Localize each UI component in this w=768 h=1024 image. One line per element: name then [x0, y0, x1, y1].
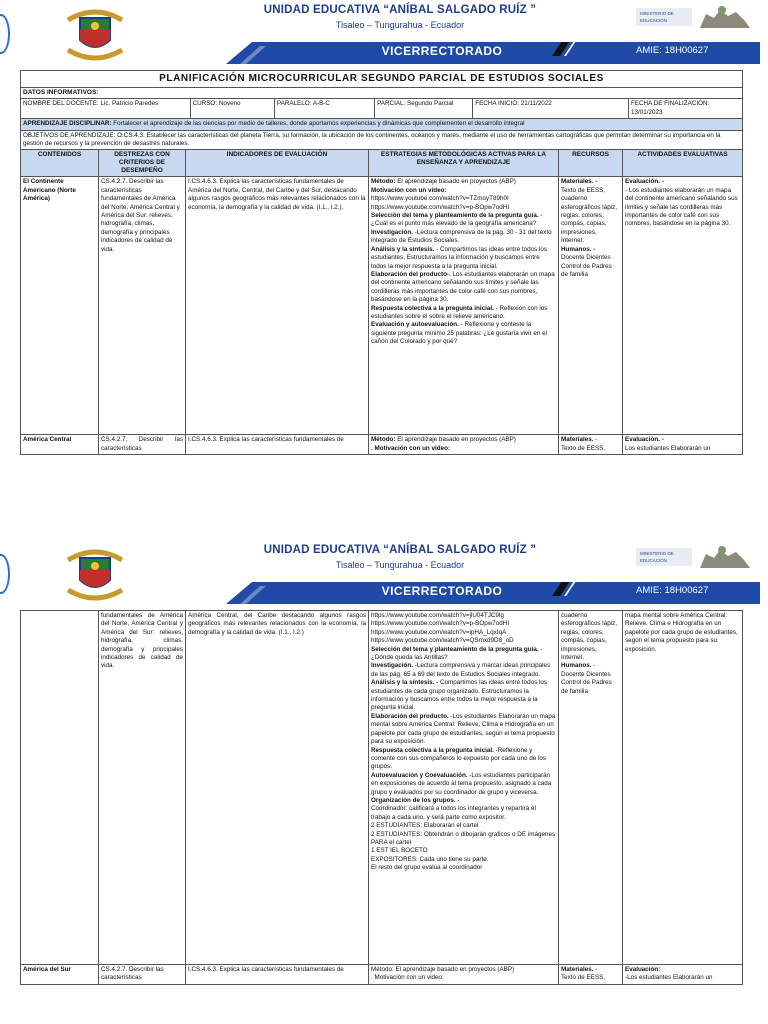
cell-line — [371, 847, 556, 855]
cell-line-text: Texto de EESS, cuaderno esferográficos lápiz, reglas, colores, compás, copias, impresiones, Internet. — [561, 186, 617, 245]
planning-table-page-2 — [20, 610, 743, 985]
page-edge-mark — [0, 554, 10, 594]
cell-line-text: Los estudiantes elaborarán un mapa del continente americano señalando sus límites y señale las cordilleras más importantes de color café con sus nombres, basándose en la página 30. — [371, 270, 555, 304]
col-estrategias: ESTRATEGIAS METODOLÓGICAS ACTIVAS PARA LA ENSEÑANZA Y APRENDIZAJE — [369, 150, 559, 177]
school-logo — [62, 546, 128, 602]
cell-line-text: - — [455, 796, 460, 804]
cell-line-text: Texto de EESS, — [561, 444, 606, 452]
svg-text:MINISTERIO DE: MINISTERIO DE — [640, 11, 674, 16]
cell-line-text: https://www.youtube.com/watch?v=TZmoyT89h0I — [371, 195, 509, 203]
cell-line-text: https://www.youtube.com/watch?v=p-BOpw7odHI — [371, 203, 510, 211]
cell-line — [561, 445, 620, 453]
aprendizaje-disciplinar-row — [21, 119, 743, 130]
svg-text:EDUCACIÓN: EDUCACIÓN — [640, 558, 668, 563]
actividades-cell — [623, 611, 743, 965]
ministry-logo — [636, 544, 754, 570]
cell-line — [371, 246, 556, 271]
cell-line — [371, 637, 556, 645]
actividades-cell — [623, 435, 743, 455]
cell-line-text: Coordinador: calificará a todos los integrantes y repartirá el trabajo a cada uno, y será parte como expositor. — [371, 805, 536, 821]
cell-line — [371, 805, 556, 822]
cell-line-heading: Materiales. — [561, 436, 594, 444]
cell-line — [371, 679, 556, 713]
destreza-cell: fundamentales de América del Norte, América Central y América del Sur: relieves, hidrografía, climas, demografía y principales indicadores de calidad de vida. — [99, 611, 186, 965]
cell-line-heading: Materiales. — [561, 966, 594, 973]
cell-line-text: - — [593, 966, 598, 973]
cell-line-heading: Evaluación. - — [625, 436, 664, 444]
fecha-inicio-field: FECHA INICIO: 21/11/2022 — [473, 99, 629, 118]
page-1 — [0, 0, 768, 460]
cell-line-text: -Los estudiantes Elaborarán un mapa mental sobre América Central: Relieve, Clima e Hidrografía en un papelote por cada grupo de estudiantes, según el tema propuesto para su exposición. — [371, 712, 556, 746]
office-title: VICERRECTORADO — [381, 44, 503, 58]
contenido-cell: América Central — [21, 435, 99, 455]
svg-text:MINISTERIO DE: MINISTERIO DE — [640, 551, 674, 556]
cell-line — [371, 646, 556, 663]
info-row — [21, 99, 743, 119]
cell-line — [371, 195, 556, 203]
cell-line — [561, 178, 620, 186]
cell-line-text: https://www.youtube.com/watch?v=QSmxd9D8_oD — [371, 637, 514, 645]
recursos-cell — [559, 435, 623, 455]
curso-field: CURSO: Noveno — [191, 99, 275, 118]
cell-line — [625, 974, 740, 982]
cell-line — [371, 229, 556, 246]
cell-line-text: El aprendizaje basado en proyectos (ABP) — [395, 178, 516, 186]
parcial-field: PARCIAL: Segundo Parcial — [375, 99, 473, 118]
cell-line — [371, 212, 556, 229]
actividades-cell — [623, 177, 743, 435]
objetivos-label: OBJETIVOS DE APRENDIZAJE: — [23, 131, 118, 139]
cell-line-heading: Método: — [371, 436, 396, 444]
cell-line-text: 1 EST IEL BOCETO — [371, 847, 428, 855]
cell-line-heading: Humanos. — [561, 662, 592, 670]
cell-line — [371, 797, 556, 805]
cell-line-text: El aprendizaje basado en proyectos (ABP) — [395, 436, 516, 444]
cell-line — [371, 629, 556, 637]
contenido-cell: El Continente Americano (Norte América) — [21, 177, 99, 435]
cell-line — [371, 271, 556, 305]
school-location: Tisaleo – Tungurahua - Ecuador — [335, 560, 465, 570]
cell-line-text: https://www.youtube.com/watch?v=jlU04TJC9lg — [371, 612, 504, 619]
cell-line-heading: Selección del tema y planteamiento de la pregunta guía. — [371, 212, 539, 220]
cell-line — [561, 246, 620, 254]
cell-line — [371, 178, 556, 186]
cell-line — [371, 662, 556, 679]
cell-line-heading: . Motivación con un video: — [371, 444, 451, 452]
cell-line-text: https://www.youtube.com/watch?v=p-BOpw7odHI — [371, 620, 510, 628]
cell-line-text: - Reflexione y conteste la siguiente pregunta mínimo 25 palabras: ¿Le gustaría vivir en el cañón del Colorado y por qué? — [371, 321, 548, 346]
cell-line-heading: Análisis y la síntesis. — [371, 679, 435, 687]
cell-line-text: Método: El aprendizaje basado en proyectos (ABP) — [371, 966, 515, 973]
cell-line — [561, 662, 620, 670]
cell-line — [625, 187, 740, 229]
cell-line — [625, 178, 740, 186]
amie-code: AMIE: 18H00627 — [636, 45, 709, 56]
cell-line-heading: Humanos. - — [561, 245, 596, 253]
contenido-cell: América del Sur — [21, 965, 99, 985]
cell-line-text: Los estudiantes Elaborarán un — [625, 444, 711, 452]
cell-line-text: Texto de EESS, — [561, 974, 606, 982]
cell-line — [561, 436, 620, 444]
cell-line-text: Docente Dicentes Control de Padres de familia — [561, 254, 612, 278]
destreza-cell: CS.4.2.7. Describir las características — [99, 435, 186, 455]
cell-line-text: EXPOSITORES: Cada uno tiene su parte. — [371, 855, 489, 863]
table-row — [21, 177, 743, 435]
cell-line-heading: Elaboración del producto-. — [371, 270, 451, 278]
objetivos-row — [21, 130, 743, 150]
cell-line-text: - — [591, 662, 596, 670]
cell-line — [371, 321, 556, 346]
planning-table-page-1 — [20, 70, 743, 455]
cell-line — [371, 187, 556, 195]
cell-line-heading: Investigación. — [371, 228, 413, 236]
amie-code: AMIE: 18H00627 — [636, 585, 709, 596]
cell-line-text: https://www.youtube.com/watch?v=ipHA_LqxIqA — [371, 628, 507, 636]
cell-line-text: - ¿Cuál es el punto más elevado de la geografía americana? — [371, 212, 543, 228]
cell-line — [371, 204, 556, 212]
contenido-cell — [21, 611, 99, 965]
docente-field: NOMBRE DEL DOCENTE: Lic. Patricio Paredes — [21, 99, 191, 118]
cell-line — [371, 747, 556, 772]
cell-line — [371, 436, 556, 444]
cell-line-text: 2 ESTUDIANTES: Obtendrán o dibujarán graficos o DE imágenes PARA el cartel — [371, 830, 556, 846]
cell-line — [561, 966, 620, 974]
recursos-cell — [559, 965, 623, 985]
cell-line-heading: Respuesta colectiva a la pregunta inicial. — [371, 746, 494, 754]
cell-line-heading: Método: — [371, 178, 396, 186]
school-logo — [62, 6, 128, 62]
cell-line-text: - Compartimos las ideas entre todos los estudiantes de cada grupo organizado. Estructuramos la información y buscamos entre todos la mejor respuesta a la pregunta inicial. — [371, 679, 548, 712]
cell-line — [561, 612, 620, 662]
cell-line-text: cuaderno esferográficos lápiz, reglas, colores, compás, copias, impresiones, Internet. — [561, 612, 617, 662]
cell-line — [371, 620, 556, 628]
col-destrezas: DESTREZAS CON CRITERIOS DE DESEMPEÑO — [99, 150, 186, 177]
col-recursos: RECURSOS — [559, 150, 623, 177]
cell-line — [561, 254, 620, 279]
column-header-row — [21, 150, 743, 177]
page-header — [0, 0, 768, 68]
svg-text:EDUCACIÓN: EDUCACIÓN — [640, 18, 668, 23]
cell-line-text: - ¿Dónde queda las Antillas? — [371, 645, 543, 662]
cell-line — [371, 822, 556, 830]
cell-line — [561, 974, 620, 982]
actividades-cell — [623, 965, 743, 985]
indicador-cell: I.CS.4.6.3. Explica las características fundamentales de — [186, 435, 369, 455]
estrategias-cell — [369, 177, 559, 435]
table-row — [21, 965, 743, 985]
cell-line — [625, 966, 740, 974]
cell-line-text: -Los estudiantes participarán en exposiciones de acuerdo al tema propuesto, asignado a cada grupo y evaluados por su coordinador de grupo y viceversa. — [371, 771, 552, 796]
recursos-cell — [559, 611, 623, 965]
indicador-cell: I.CS.4.6.3. Explica las características fundamentales de América del Norte, Central, del Caribe y del Sur, destacando algunos rasgos geográficos más relevantes relacionados con la economía, la demografía y la calidad de vida. (I.1., I.2.). — [186, 177, 369, 435]
cell-line-text: - Reflexión con los estudiantes sobre el sobre el relieve americano. — [371, 304, 548, 320]
cell-line-heading: Selección del tema y planteamiento de la pregunta guía. — [371, 645, 539, 653]
cell-line-heading: Evaluación y autoevaluación. — [371, 321, 459, 329]
fecha-final-field: FECHA DE FINALIZACIÓN: 13/01/2023 — [630, 100, 710, 116]
cell-line-text: -Los estudiantes Elaborarán un — [625, 974, 713, 982]
estrategias-cell — [369, 965, 559, 985]
indicador-cell: América Central, del Caribe destacando algunos rasgos geográficos más relevantes relacionados con la economía, la demografía y la calidad de vida. (I.1., I.2.) — [186, 611, 369, 965]
cell-line-heading: Investigación. — [371, 662, 413, 670]
page-header — [0, 540, 768, 608]
destreza-cell: CS.4.2.7. Describir las características fundamentales de América del Norte, América Central y América del Sur: relieves, hidrografía, climas, demografía y principales indicadores de calidad de vida. — [99, 177, 186, 435]
cell-line-text: - — [593, 436, 598, 444]
cell-line-text: 2 ESTUDIANTES: Elaborarán el cartel — [371, 822, 479, 830]
recursos-cell — [559, 177, 623, 435]
cell-line-text: . Motivación con un video: — [371, 974, 444, 982]
cell-line-heading: Análisis y la síntesis. — [371, 245, 435, 253]
school-name: UNIDAD EDUCATIVA “ANÍBAL SALGADO RUÍZ ” — [263, 544, 537, 556]
estrategias-cell — [369, 435, 559, 455]
cell-line-heading: Materiales. - — [561, 178, 598, 186]
cell-line — [371, 612, 556, 620]
cell-line — [371, 974, 556, 982]
cell-line — [371, 856, 556, 864]
cell-line-text: Docente Dicentes Control de Padres de familia — [561, 670, 612, 695]
cell-line — [371, 445, 556, 453]
cell-line-heading: Organización de los grupos. — [371, 796, 456, 804]
estrategias-cell — [369, 611, 559, 965]
cell-line — [371, 966, 556, 974]
destreza-cell: CS.4.2.7. Describir las características — [99, 965, 186, 985]
page-2 — [0, 540, 768, 1024]
aprendizaje-label: APRENDIZAJE DISCIPLINAR: — [23, 120, 112, 128]
cell-line — [371, 864, 556, 872]
cell-line — [625, 612, 740, 654]
objetivos-text: O.CS.4.3. Establecer las características del planeta Tierra, su formación, la ubicación de los continentes, océanos y mares, mediante el uso de herramientas cartográficas que permitan determinar su importancia en la gestión de recursos y la prevención de desastres naturales. — [23, 131, 721, 148]
school-location: Tisaleo – Tungurahua - Ecuador — [335, 20, 465, 30]
cell-line — [625, 445, 740, 453]
cell-line — [561, 671, 620, 696]
datos-informativos-label: DATOS INFORMATIVOS: — [21, 88, 743, 99]
ministry-logo — [636, 4, 754, 30]
cell-line-text: - Compartimos las ideas entre todos los estudiantes. Estructuramos la información y buscamos entre todos la mejor respuesta a la pregunta inicial. — [371, 245, 548, 270]
col-indicadores: INDICADORES DE EVALUACIÓN — [186, 150, 369, 177]
cell-line-heading: Evaluación: — [625, 966, 661, 973]
cell-line-text: -Lectura comprensiva y marcar ideas principales de las pág. 65 a 69 del texto de Estudios Sociales integrado. — [371, 662, 551, 678]
indicador-cell: I.CS.4.6.3. Explica las características fundamentales de — [186, 965, 369, 985]
cell-line-text: -Lectura comprensiva de la pág. 30 - 31 del texto integrado de Estudios Sociales. — [371, 228, 552, 245]
aprendizaje-text: Fortalecer el aprendizaje de las ciencias por medio de talleres, donde aportamos experiencias y dinámicas que complementen el desarrollo integral — [111, 120, 525, 128]
cell-line-heading: Autoevaluación y Coevaluación. — [371, 771, 468, 779]
cell-line-heading: Elaboración del producto. — [371, 712, 449, 720]
cell-line — [561, 187, 620, 246]
cell-line — [371, 305, 556, 322]
cell-line-heading: Respuesta colectiva a la pregunta inicial. — [371, 304, 494, 312]
cell-line-text: - Los estudiantes elaborarán un mapa del continente americano señalando sus límites y señale las cordilleras más importantes de color café con sus nombres, basándose en la página 30. — [625, 186, 738, 228]
cell-line — [625, 436, 740, 444]
cell-line-text: -Reflexione y comente con sus compañeros lo expuesto por cada uno de los grupos. — [371, 746, 547, 771]
school-name: UNIDAD EDUCATIVA “ANÍBAL SALGADO RUÍZ ” — [263, 4, 537, 16]
cell-line-text: mapa mental sobre América Central: Relieve, Clima e Hidrografía en un papelote por cada grupo de estudiantes, según el tema propuesto para su exposición. — [625, 612, 738, 653]
cell-line-text: El resto del grupo evalúa al coordinador — [371, 864, 483, 872]
cell-line — [371, 831, 556, 848]
col-contenidos: CONTENIDOS — [21, 150, 99, 177]
office-title: VICERRECTORADO — [381, 584, 503, 598]
table-row — [21, 611, 743, 965]
cell-line — [371, 772, 556, 797]
cell-line-heading: Motivación con un video: — [371, 186, 447, 194]
col-actividades: ACTIVIDADES EVALUATIVAS — [623, 150, 743, 177]
table-row — [21, 435, 743, 455]
cell-line-heading: Evaluación. - — [625, 178, 664, 186]
cell-line — [371, 713, 556, 747]
paralelo-field: PARALELO: A-B-C — [275, 99, 375, 118]
page-edge-mark — [0, 14, 10, 54]
document-title: PLANIFICACIÓN MICROCURRICULAR SEGUNDO PARCIAL DE ESTUDIOS SOCIALES — [21, 71, 743, 88]
